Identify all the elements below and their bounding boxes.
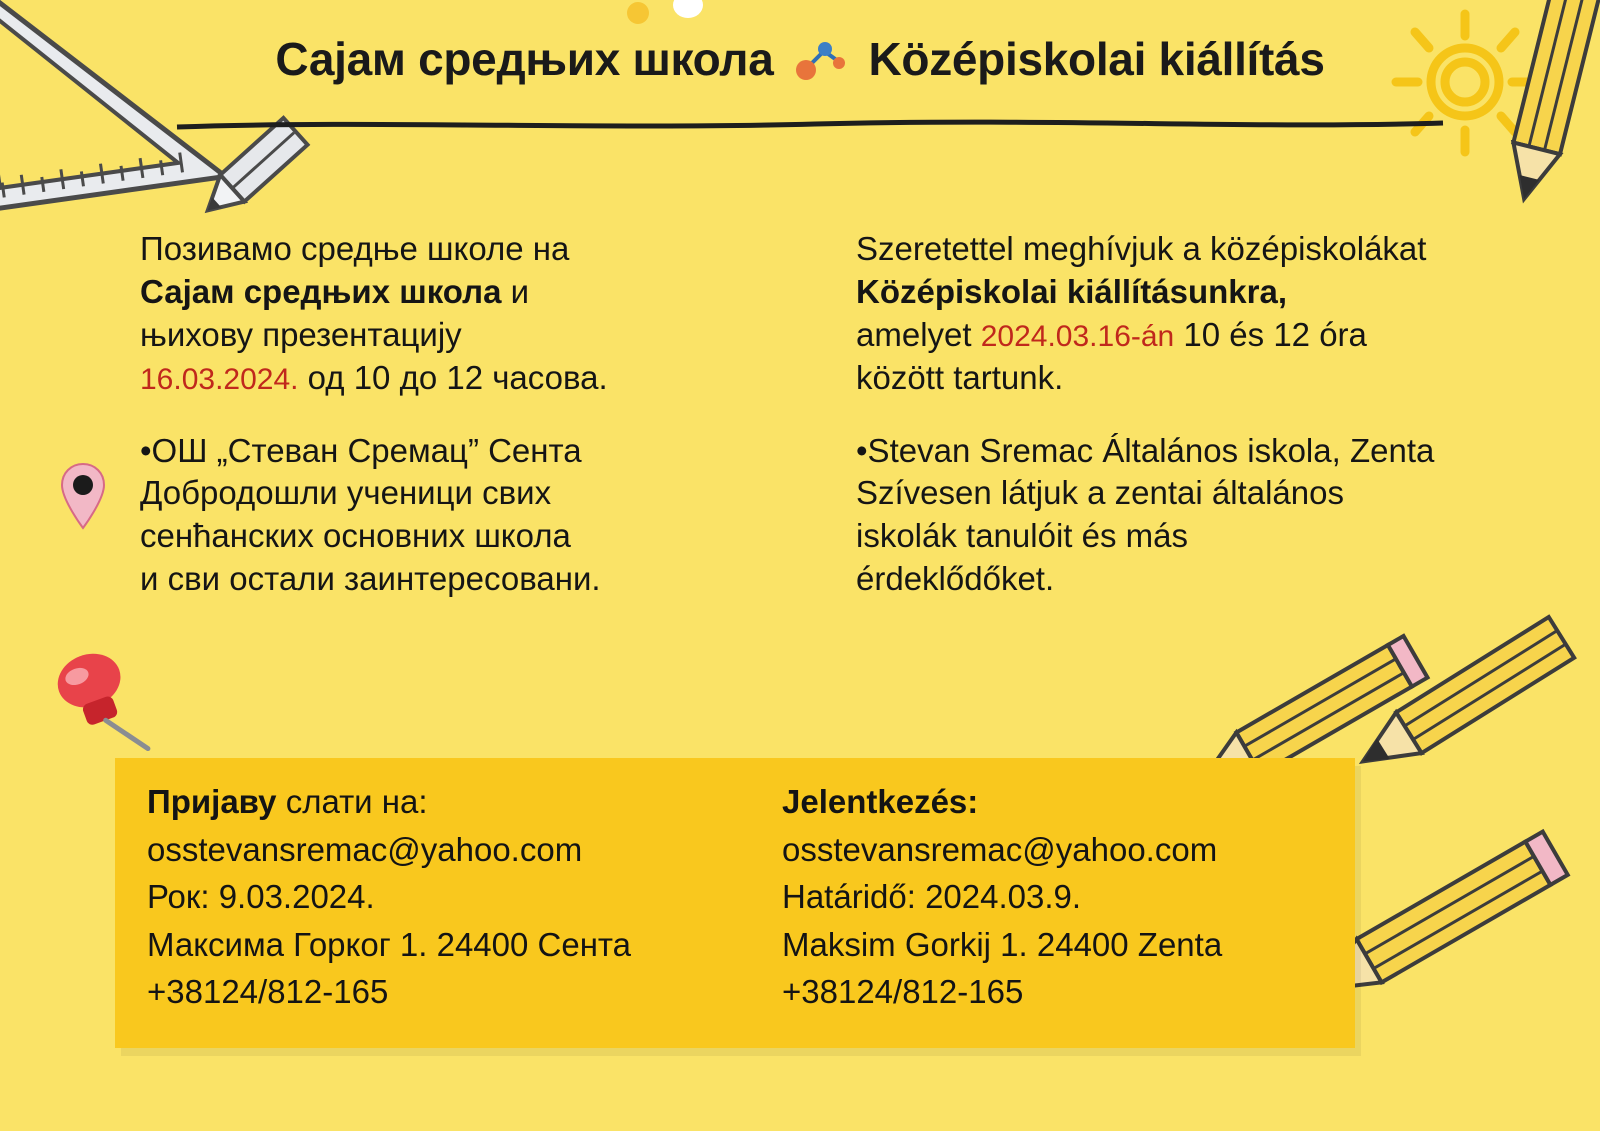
- welcome-line2-hu: iskolák tanulóit és más: [856, 517, 1188, 555]
- contact-label-bold-sr: Пријаву: [147, 783, 277, 820]
- contact-deadline-hu: [782, 875, 1355, 919]
- contact-hungarian: [782, 780, 1355, 1018]
- invite-time-sr: од 10 до 12 часова.: [307, 358, 608, 396]
- decorative-dot-yellow: [627, 2, 649, 24]
- invite-paragraph-hungarian: [856, 228, 1510, 400]
- contact-address-sr: Максима Горког 1. 24400 Сента: [147, 925, 632, 963]
- decorative-dot-white: [673, 0, 703, 18]
- deadline-value-hu: 2024.03.9.: [925, 878, 1082, 916]
- invite-line1-sr: Позивамо средње школе на: [140, 230, 570, 267]
- contact-label-rest-sr: слати на:: [285, 783, 428, 820]
- contact-deadline-sr: [147, 875, 720, 919]
- contact-phone-sr[interactable]: +38124/812-165: [147, 973, 389, 1011]
- map-pin-icon: [60, 462, 106, 532]
- invite-line3-sr: њихову презентацију: [140, 315, 462, 353]
- contact-label-hu: Jelentkezés:: [782, 783, 979, 820]
- invite-time-hu: 10 és 12 óra: [1183, 315, 1367, 353]
- contact-email-hu[interactable]: osstevansremac@yahoo.com: [782, 830, 1218, 868]
- body-columns: [140, 228, 1510, 601]
- welcome-line1-sr: Добродошли ученици свих: [140, 474, 552, 512]
- invite-line4-hu: között tartunk.: [856, 358, 1064, 396]
- pencil-icon: [1319, 578, 1600, 823]
- contact-email-sr[interactable]: osstevansremac@yahoo.com: [147, 830, 583, 868]
- contact-serbian: [147, 780, 720, 1018]
- title-serbian: Сајам средњих школа: [275, 32, 774, 85]
- invite-line3-hu: amelyet: [856, 315, 972, 353]
- event-date-hu: 2024.03.16-án: [980, 319, 1175, 353]
- welcome-line3-hu: érdeklődőket.: [856, 560, 1055, 598]
- location-serbian: •ОШ „Стеван Сремац” Сента: [140, 431, 582, 469]
- welcome-line3-sr: и сви остали заинтересовани.: [140, 560, 601, 598]
- welcome-line2-sr: сенћанских основних школа: [140, 517, 571, 555]
- invite-after-bold-sr: и: [510, 272, 530, 310]
- invite-line1-hu: Szeretettel meghívjuk a középiskolákat: [856, 230, 1427, 267]
- location-hungarian: •Stevan Sremac Általános iskola, Zenta: [856, 431, 1435, 469]
- welcome-paragraph-hungarian: [856, 472, 1510, 601]
- event-date-sr: 16.03.2024.: [140, 362, 299, 396]
- title-underline: [175, 118, 1445, 132]
- invite-bold-hu: Középiskolai kiállításunkra,: [856, 272, 1287, 310]
- contact-label-sr: [147, 780, 720, 824]
- molecule-icon: [794, 37, 848, 81]
- invite-paragraph-serbian: [140, 228, 794, 400]
- column-serbian: [140, 228, 794, 601]
- welcome-line1-hu: Szívesen látjuk a zentai általános: [856, 474, 1344, 512]
- contact-box: [115, 758, 1355, 1048]
- poster-title: [0, 28, 1600, 86]
- deadline-value-sr: 9.03.2024.: [218, 878, 375, 916]
- title-hungarian: Középiskolai kiállítás: [868, 32, 1325, 85]
- deadline-label-hu: Határidő:: [782, 878, 916, 916]
- contact-address-hu: Maksim Gorkij 1. 24400 Zenta: [782, 925, 1223, 963]
- welcome-paragraph-serbian: [140, 472, 794, 601]
- contact-phone-hu[interactable]: +38124/812-165: [782, 973, 1024, 1011]
- push-pin-icon: [38, 645, 158, 770]
- invite-bold-sr: Сајам средњих школа: [140, 272, 502, 310]
- deadline-label-sr: Рок:: [147, 878, 210, 916]
- column-hungarian: [856, 228, 1510, 601]
